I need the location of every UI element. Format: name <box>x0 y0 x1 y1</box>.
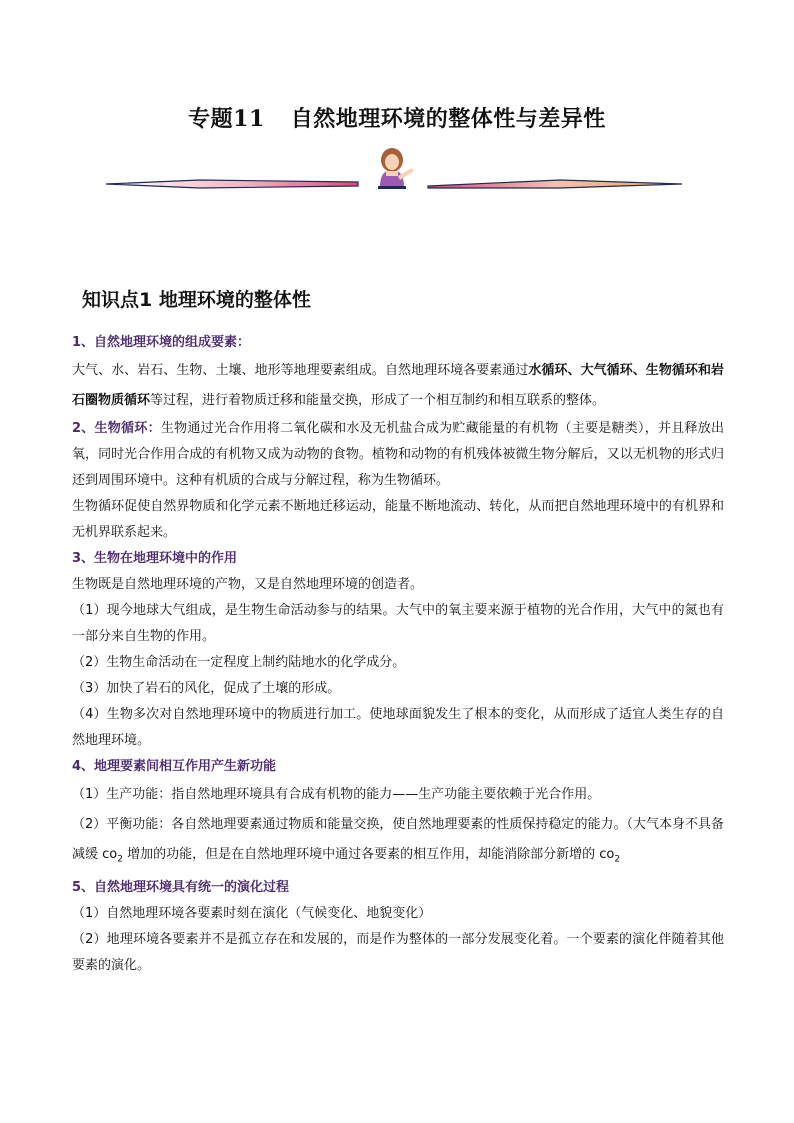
topic-title: 自然地理环境的整体性与差异性 <box>290 106 606 132</box>
section-4-heading: 4、地理要素间相互作用产生新功能 <box>72 759 277 774</box>
left-banner <box>106 180 358 188</box>
section-4-item-1: （1）生产功能：指自然地理环境具有合成有机物的能力——生产功能主要依赖于光合作用。 <box>72 787 601 802</box>
section-3-heading: 3、生物在地理环境中的作用 <box>72 551 238 566</box>
section-5-heading: 5、自然地理环境具有统一的演化过程 <box>72 879 290 895</box>
section-1-heading: 1、自然地理环境的组成要素： <box>72 335 251 350</box>
section-3-item-3: （3）加快了岩石的风化，促成了土壤的形成。 <box>72 681 341 696</box>
content-body <box>72 330 724 979</box>
section-2-paragraph-2: 生物循环促使自然界物质和化学元素不断地迁移运动，能量不断地流动、转化，从而把自然地理环境中的有机界和无机界联系起来。 <box>72 499 724 540</box>
section-3-item-1: （1）现今地球大气组成，是生物生命活动参与的结果。大气中的氧主要来源于植物的光合作用，大气中的氮也有一部分来自生物的作用。 <box>72 603 724 644</box>
section-3-intro: 生物既是自然地理环境的产物，又是自然地理环境的创造者。 <box>72 577 424 592</box>
cycles-emphasis: 水循环、大气循环、生物循环和岩石圈物质循环 <box>72 363 724 408</box>
page-title <box>0 102 794 133</box>
topic-number: 专题11 <box>188 106 265 132</box>
section-2-paragraph: 2、生物循环：生物通过光合作用将二氧化碳和水及无机盐合成为贮藏能量的有机物（主要是糖类），并且释放出氧，同时光合作用合成的有机物又成为动物的食物。植物和动物的有机残体被微生物分解后，又以无机物的形式归还到周围环境中。这种有机质的合成与分解过程，称为生物循环。 <box>72 421 724 488</box>
teacher-icon <box>378 148 414 189</box>
section-3-item-4: （4）生物多次对自然地理环境中的物质进行加工。使地球面貌发生了根本的变化，从而形成了适宜人类生存的自然地理环境。 <box>72 707 724 748</box>
section-5-item-2: （2）地理环境各要素并不是孤立存在和发展的，而是作为整体的一部分发展变化着。一个要素的演化伴随着其他要素的演化。 <box>72 931 724 973</box>
section-4-item-2: （2）平衡功能：各自然地理要素通过物质和能量交换，使自然地理要素的性质保持稳定的能力。（大气本身不具备减缓 $co_2$ 增加的功能，但是在自然地理环境中通过各要素的相互作用，却能消除部分新增的 $co_2$ <box>72 817 724 865</box>
section-3-item-2: （2）生物生命活动在一定程度上制约陆地水的化学成分。 <box>72 655 406 670</box>
section-2-heading: 2、生物循环： <box>72 421 161 436</box>
right-banner <box>428 180 682 188</box>
section-5-item-1: （1）自然地理环境各要素时刻在演化（气候变化、地貌变化） <box>72 905 432 921</box>
section-1-paragraph: 大气、水、岩石、生物、土壤、地形等地理要素组成。自然地理环境各要素通过水循环、大气循环、生物循环和岩石圈物质循环等过程，进行着物质迁移和能量交换，形成了一个相互制约和相互联系的整体。 <box>72 363 724 408</box>
title-decoration <box>0 140 794 200</box>
knowledge-point-heading: 知识点1 地理环境的整体性 <box>82 289 311 311</box>
